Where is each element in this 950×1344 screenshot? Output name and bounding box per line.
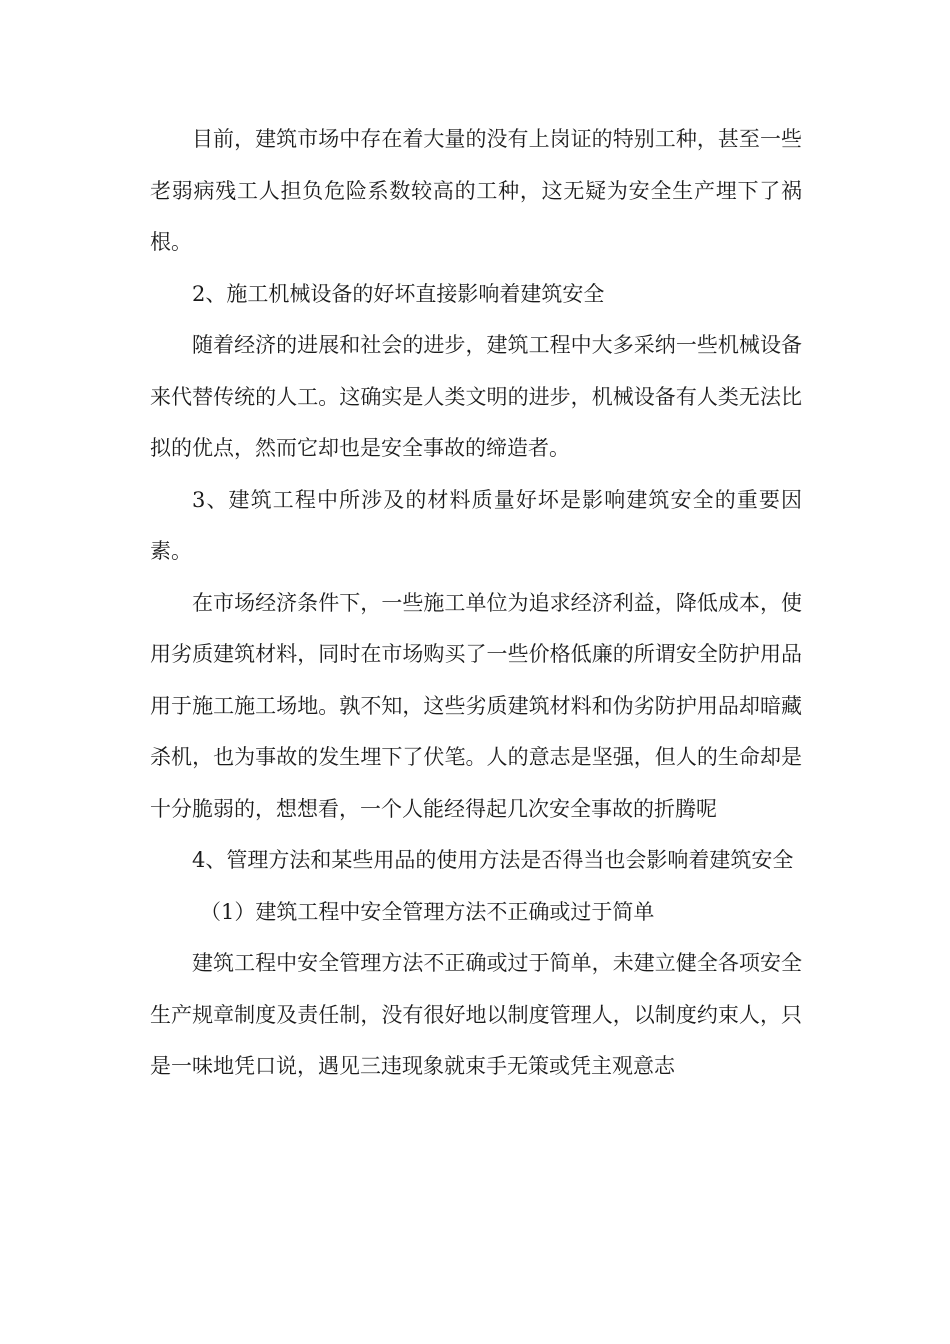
document-body	[150, 114, 802, 1093]
paragraph-materials: 在市场经济条件下，一些施工单位为追求经济利益，降低成本，使用劣质建筑材料，同时在市场购买了一些价格低廉的所谓安全防护用品用于施工施工场地。孰不知，这些劣质建筑材料和伪劣防护用品却暗藏杀机，也为事故的发生埋下了伏笔。人的意志是坚强，但人的生命却是十分脆弱的，想想看，一个人能经得起几次安全事故的折腾呢	[150, 590, 802, 821]
subheading-management-methods: （1）建筑工程中安全管理方法不正确或过于简单	[200, 899, 655, 924]
paragraph-machinery: 随着经济的进展和社会的进步，建筑工程中大多采纳一些机械设备来代替传统的人工。这确实是人类文明的进步，机械设备有人类无法比拟的优点，然而它却也是安全事故的缔造者。	[150, 333, 802, 460]
paragraph-management-methods: 建筑工程中安全管理方法不正确或过于简单，未建立健全各项安全生产规章制度及责任制，没有很好地以制度管理人，以制度约束人，只是一味地凭口说，遇见三违现象就束手无策或凭主观意志	[150, 951, 802, 1078]
heading-management: 4、管理方法和某些用品的使用方法是否得当也会影响着建筑安全	[192, 848, 794, 872]
heading-materials: 3、建筑工程中所涉及的材料质量好坏是影响建筑安全的重要因素。	[150, 487, 802, 563]
heading-machinery: 2、施工机械设备的好坏直接影响着建筑安全	[192, 281, 605, 306]
paragraph-worker-qualification: 目前，建筑市场中存在着大量的没有上岗证的特别工种，甚至一些老弱病残工人担负危险系数较高的工种，这无疑为安全生产埋下了祸根。	[150, 127, 802, 254]
